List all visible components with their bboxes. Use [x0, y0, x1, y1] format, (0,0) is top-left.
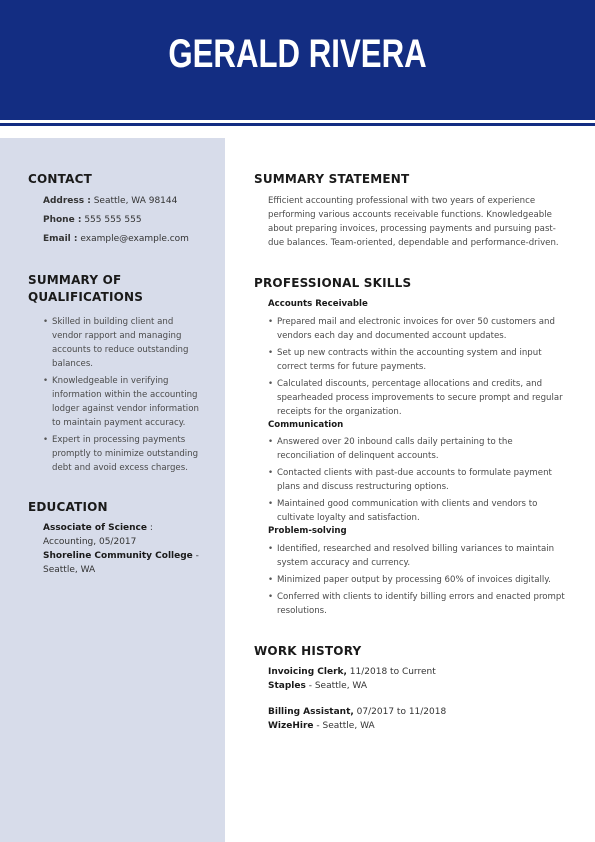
degree: Associate of Science — [43, 523, 147, 533]
list-item: • Answered over 20 inbound calls daily pertaining to the reconciliation of delinquent accounts. — [268, 435, 570, 463]
header-divider — [0, 123, 595, 126]
qualifications-list — [43, 315, 203, 478]
contact-heading: CONTACT — [28, 172, 92, 186]
list-item: • Set up new contracts within the accounting system and input correct terms for future payments. — [268, 346, 570, 374]
degree-separator: : — [146, 523, 153, 533]
list-item: • Minimized paper output by processing 60% of invoices digitally. — [268, 573, 570, 587]
address-value: Seattle, WA 98144 — [93, 196, 178, 206]
list-item: • Contacted clients with past-due accounts to formulate payment plans and discuss restructuring options. — [268, 466, 570, 494]
qualifications-heading-line1: SUMMARY OF — [28, 273, 122, 287]
list-item: • Identified, researched and resolved billing variances to maintain system accuracy and currency. — [268, 542, 570, 570]
skill-group-communication: Communication — [268, 420, 344, 430]
list-item: • Knowledgeable in verifying information within the accounting lodger against vendor information to maintain payment accuracy. — [43, 374, 203, 430]
skill-list-accounts-receivable — [268, 315, 570, 422]
job-dates: 11/2018 to Current — [346, 667, 436, 677]
job-dates: 07/2017 to 11/2018 — [353, 707, 447, 717]
skills-heading: PROFESSIONAL SKILLS — [254, 276, 412, 290]
list-item: • Expert in processing payments promptly to minimize outstanding debt and avoid excess charges. — [43, 433, 203, 475]
candidate-name: GERALD RIVERA — [168, 32, 427, 76]
company-name: WizeHire — [268, 721, 314, 731]
address-label: Address : — [43, 196, 91, 206]
list-item: • Maintained good communication with clients and vendors to cultivate loyalty and satisfaction. — [268, 497, 570, 525]
company-location: - Seattle, WA — [313, 721, 375, 731]
email-label: Email : — [43, 234, 78, 244]
work-history-heading: WORK HISTORY — [254, 644, 362, 658]
school-location: Seattle, WA — [43, 565, 96, 575]
job-title: Invoicing Clerk, — [268, 667, 347, 677]
company-name: Staples — [268, 681, 306, 691]
skill-group-accounts-receivable: Accounts Receivable — [268, 299, 368, 309]
contact-phone — [43, 214, 142, 226]
phone-value: 555 555 555 — [84, 215, 142, 225]
qualifications-heading — [28, 272, 143, 306]
contact-address — [43, 195, 177, 207]
school-name: Shoreline Community College — [43, 551, 193, 561]
list-item: • Prepared mail and electronic invoices for over 50 customers and vendors each day and documented account updates. — [268, 315, 570, 343]
list-item: • Calculated discounts, percentage allocations and credits, and spearheaded process improvements to secure prompt and regular receipts for the organization. — [268, 377, 570, 419]
job-title: Billing Assistant, — [268, 707, 354, 717]
contact-email — [43, 233, 189, 245]
school-separator: - — [192, 551, 199, 561]
education-entry — [43, 521, 213, 577]
email-value: example@example.com — [80, 234, 189, 244]
field-and-date: Accounting, 05/2017 — [43, 537, 137, 547]
skill-group-problem-solving: Problem-solving — [268, 526, 347, 536]
phone-label: Phone : — [43, 215, 82, 225]
summary-heading: SUMMARY STATEMENT — [254, 172, 410, 186]
skill-list-problem-solving — [268, 542, 570, 621]
header-banner — [0, 0, 595, 120]
company-location: - Seattle, WA — [305, 681, 367, 691]
work-entry — [268, 705, 446, 733]
education-heading: EDUCATION — [28, 500, 108, 514]
work-entry — [268, 665, 436, 693]
skill-list-communication — [268, 435, 570, 528]
list-item: • Conferred with clients to identify billing errors and enacted prompt resolutions. — [268, 590, 570, 618]
summary-text: Efficient accounting professional with two years of experience performing various accounts receivable functions. Knowledgeable about preparing invoices, processing payments and pursuing past-due balances. Team-oriented, dependable and performance-driven. — [268, 196, 559, 248]
list-item: • Skilled in building client and vendor rapport and managing accounts to reduce outstanding balances. — [43, 315, 203, 371]
qualifications-heading-line2: QUALIFICATIONS — [28, 290, 144, 304]
